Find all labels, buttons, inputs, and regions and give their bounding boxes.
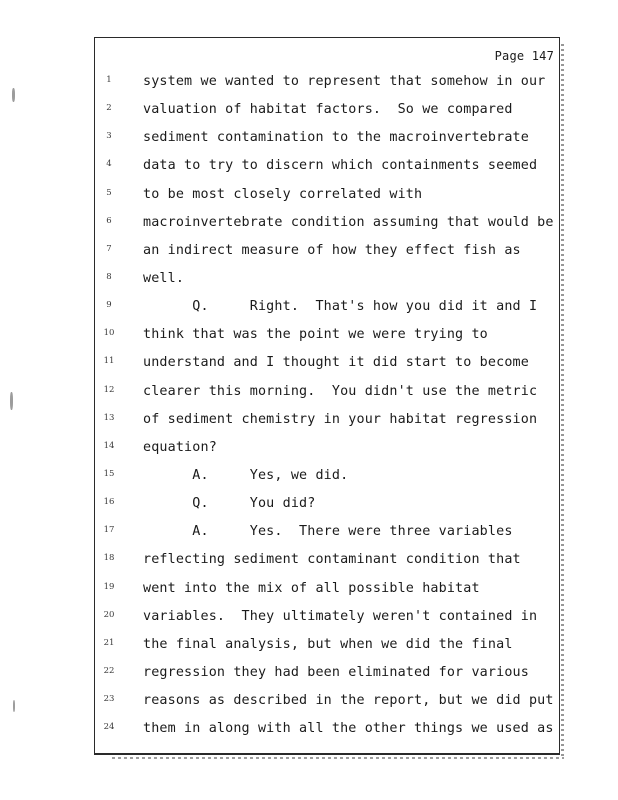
line-text: system we wanted to represent that somehow in our	[143, 74, 546, 89]
line-number: 3	[106, 131, 112, 142]
transcript-line	[0, 152, 618, 180]
line-text: regression they had been eliminated for various	[143, 664, 529, 680]
line-number: 1	[106, 75, 112, 85]
transcript-line	[0, 68, 618, 96]
line-number: 19	[103, 581, 115, 592]
line-text: went into the mix of all possible habitat	[143, 580, 480, 596]
line-number: 2	[106, 103, 112, 114]
line-number: 8	[106, 271, 112, 282]
line-number: 23	[103, 694, 115, 705]
line-text: variables. They ultimately weren't contained in	[143, 608, 538, 624]
line-text: well.	[143, 270, 185, 286]
line-number: 16	[103, 497, 115, 508]
page-number: Page 147	[494, 49, 554, 63]
line-number: 17	[103, 525, 115, 536]
transcript-line	[0, 96, 618, 124]
transcript-line	[0, 687, 618, 715]
transcript-body	[0, 68, 618, 743]
line-text: A. Yes. There were three variables	[143, 524, 513, 540]
transcript-line	[0, 575, 618, 603]
line-number: 6	[106, 215, 112, 226]
transcript-line	[0, 603, 618, 631]
line-number: 13	[103, 412, 115, 423]
line-text: Q. You did?	[143, 496, 316, 512]
line-number: 11	[103, 356, 115, 367]
line-text: clearer this morning. You didn't use the metric	[143, 383, 538, 399]
line-number: 20	[103, 609, 115, 620]
transcript-line	[0, 490, 618, 518]
transcript-line	[0, 181, 618, 209]
line-text: of sediment chemistry in your habitat regression	[143, 411, 538, 427]
line-number: 10	[103, 328, 115, 339]
line-text: understand and I thought it did start to become	[143, 355, 529, 371]
line-text: Q. Right. That's how you did it and I	[143, 299, 538, 315]
transcript-line	[0, 293, 618, 321]
line-number: 4	[106, 159, 112, 170]
line-number: 12	[103, 384, 115, 395]
line-number: 5	[106, 187, 112, 198]
line-text: reasons as described in the report, but we did put	[143, 693, 554, 709]
transcript-line	[0, 546, 618, 574]
line-number: 24	[103, 722, 115, 733]
line-text: to be most closely correlated with	[143, 186, 423, 202]
transcript-line	[0, 237, 618, 265]
line-number: 7	[106, 243, 112, 254]
line-number: 15	[103, 468, 115, 479]
transcript-line	[0, 659, 618, 687]
line-text: an indirect measure of how they effect fish as	[143, 242, 521, 258]
line-text: A. Yes, we did.	[143, 467, 349, 483]
line-number: 22	[103, 665, 115, 676]
line-number: 9	[106, 300, 112, 311]
transcript-line	[0, 321, 618, 349]
transcript-line	[0, 518, 618, 546]
transcript-line	[0, 378, 618, 406]
transcript-line	[0, 265, 618, 293]
transcript-line	[0, 209, 618, 237]
line-number: 21	[103, 637, 115, 648]
transcript-line	[0, 434, 618, 462]
line-text: macroinvertebrate condition assuming that would be	[143, 214, 554, 230]
transcript-line	[0, 715, 618, 743]
line-text: reflecting sediment contaminant condition that	[143, 552, 521, 568]
transcript-line	[0, 406, 618, 434]
transcript-line	[0, 462, 618, 490]
line-text: valuation of habitat factors. So we compared	[143, 102, 513, 118]
scan-edge-bottom	[112, 757, 564, 759]
line-text: the final analysis, but when we did the final	[143, 636, 513, 652]
transcript-line	[0, 631, 618, 659]
line-text: sediment contamination to the macroinvertebrate	[143, 130, 529, 146]
line-number: 14	[103, 440, 115, 451]
line-number: 18	[103, 553, 115, 564]
line-text: them in along with all the other things we used as	[143, 721, 554, 737]
line-text: think that was the point we were trying to	[143, 327, 488, 343]
line-text: equation?	[143, 439, 217, 455]
transcript-line	[0, 124, 618, 152]
transcript-line	[0, 349, 618, 377]
line-text: data to try to discern which containments seemed	[143, 158, 538, 174]
